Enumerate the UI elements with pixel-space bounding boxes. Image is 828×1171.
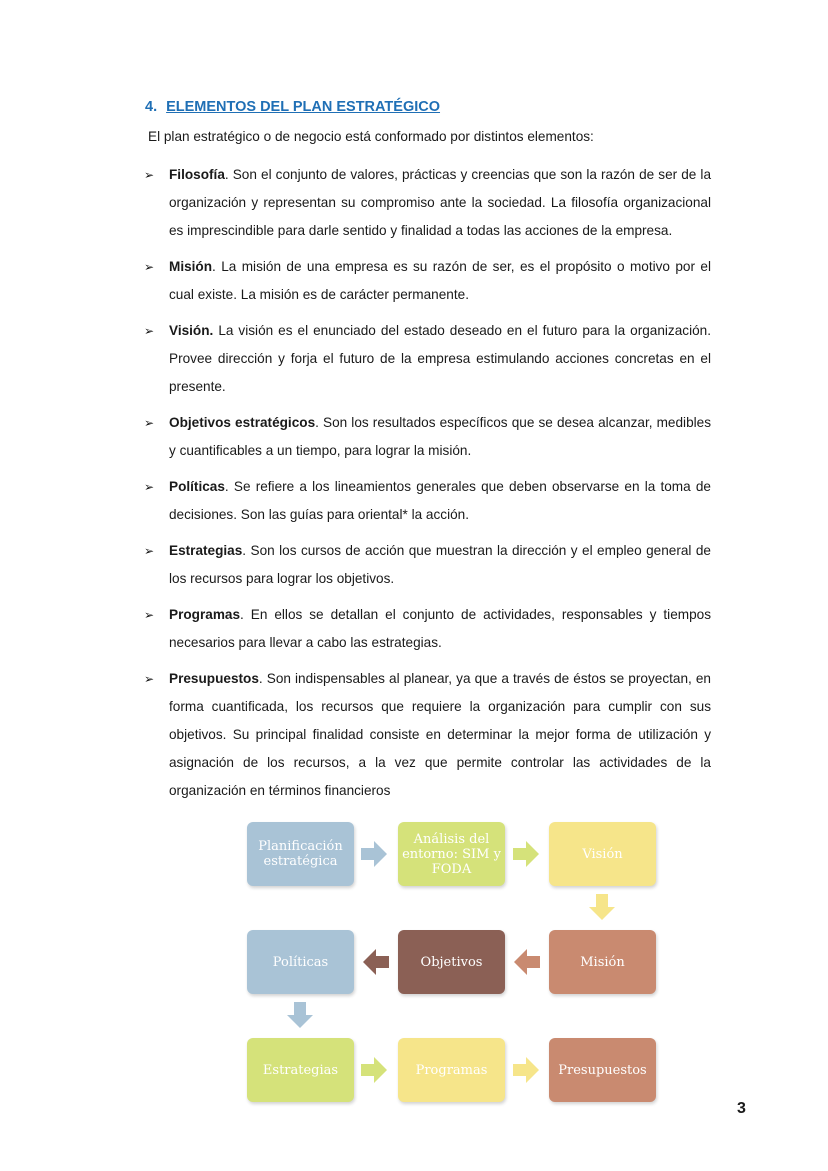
box-label: Misión [580, 954, 625, 970]
bullet-arrow-icon: ➢ [144, 672, 155, 686]
box-vision [549, 822, 656, 886]
bullet-arrow-icon: ➢ [144, 416, 155, 430]
box-planificacion [247, 822, 354, 886]
bullet-arrow-icon: ➢ [144, 324, 155, 338]
box-programas [398, 1038, 505, 1102]
box-analisis [398, 822, 505, 886]
list-item-vision [144, 317, 711, 401]
box-label: Planificación estratégica [258, 839, 343, 869]
box-label: Análisis del entorno: SIM y FODA [402, 831, 501, 877]
list-item-objetivos [144, 409, 711, 465]
bullet-arrow-icon: ➢ [144, 544, 155, 558]
section-title: ELEMENTOS DEL PLAN ESTRATÉGICO [166, 99, 441, 115]
item-term: Programas [169, 607, 241, 622]
item-text: La visión es el enunciado del estado deseado en el futuro para la organización. Provee dirección y forja el futuro de la empresa estimulando acciones concretas en el presente. [169, 323, 711, 394]
arrow-down-icon [589, 894, 615, 920]
section-number: 4. [145, 99, 158, 115]
box-mision [549, 930, 656, 994]
list-item-politicas [144, 473, 711, 529]
box-label: Políticas [272, 954, 329, 970]
bullet-arrow-icon: ➢ [144, 480, 155, 494]
bullet-arrow-icon: ➢ [144, 260, 155, 274]
list-item-estrategias [144, 537, 711, 593]
box-label: Objetivos [420, 954, 483, 970]
intro-text: El plan estratégico o de negocio está conformado por distintos elementos: [148, 129, 594, 144]
item-text: . Son los resultados específicos que se desea alcanzar, medibles y cuantificables a un tiempo, para lograr la misión. [169, 415, 712, 458]
box-label: Estrategias [262, 1062, 339, 1078]
list-item-presupuestos [144, 665, 711, 805]
item-term: Estrategias [169, 543, 243, 558]
item-text: . Son los cursos de acción que muestran la dirección y el empleo general de los recursos para lograr los objetivos. [169, 543, 711, 586]
arrow-right-icon [361, 1057, 387, 1083]
arrow-right-icon [513, 1057, 539, 1083]
box-estrategias [247, 1038, 354, 1102]
item-text: . La misión de una empresa es su razón de ser, es el propósito o motivo por el cual existe. La misión es de carácter permanente. [169, 259, 711, 302]
arrow-left-icon [514, 949, 540, 975]
item-term: Visión. [169, 323, 214, 338]
arrow-right-icon [513, 841, 539, 867]
section-heading [145, 99, 440, 115]
box-objetivos [398, 930, 505, 994]
arrow-right-icon [361, 841, 387, 867]
box-label: Programas [415, 1062, 488, 1078]
box-presupuestos [549, 1038, 656, 1102]
bullet-arrow-icon: ➢ [144, 168, 155, 182]
item-term: Misión [169, 259, 213, 274]
item-text: . Son el conjunto de valores, prácticas y creencias que son la razón de ser de la organización y representan su compromiso ante la sociedad. La filosofía organizacional es imprescindible para darle sentido y finalidad a todas las acciones de la empresa. [169, 167, 711, 238]
item-term: Objetivos estratégicos [169, 415, 316, 430]
list-item-mision [144, 253, 711, 309]
bullet-arrow-icon: ➢ [144, 608, 155, 622]
elements-list [144, 161, 711, 813]
item-text: . Se refiere a los lineamientos generales que deben observarse en la toma de decisiones. Son las guías para oriental* la acción. [169, 479, 711, 522]
box-label: Visión [582, 846, 623, 862]
item-term: Filosofía [169, 167, 225, 182]
arrow-left-icon [363, 949, 389, 975]
box-label: Presupuestos [558, 1062, 647, 1078]
item-term: Presupuestos [169, 671, 259, 686]
list-item-programas [144, 601, 711, 657]
item-term: Políticas [169, 479, 225, 494]
list-item-filosofia [144, 161, 711, 245]
arrow-down-icon [287, 1002, 313, 1028]
box-politicas [247, 930, 354, 994]
item-text: . Son indispensables al planear, ya que a través de éstos se proyectan, en forma cuantificada, los recursos que requiere la organización para cumplir con sus objetivos. Su principal finalidad consiste en determinar la mejor forma de utilización y asignación de los recursos, a la vez que permite controlar las actividades de la organización en términos financieros [169, 671, 711, 798]
item-text: . En ellos se detallan el conjunto de actividades, responsables y tiempos necesarios para llevar a cabo las estrategias. [169, 607, 711, 650]
page-number: 3 [737, 1100, 746, 1117]
